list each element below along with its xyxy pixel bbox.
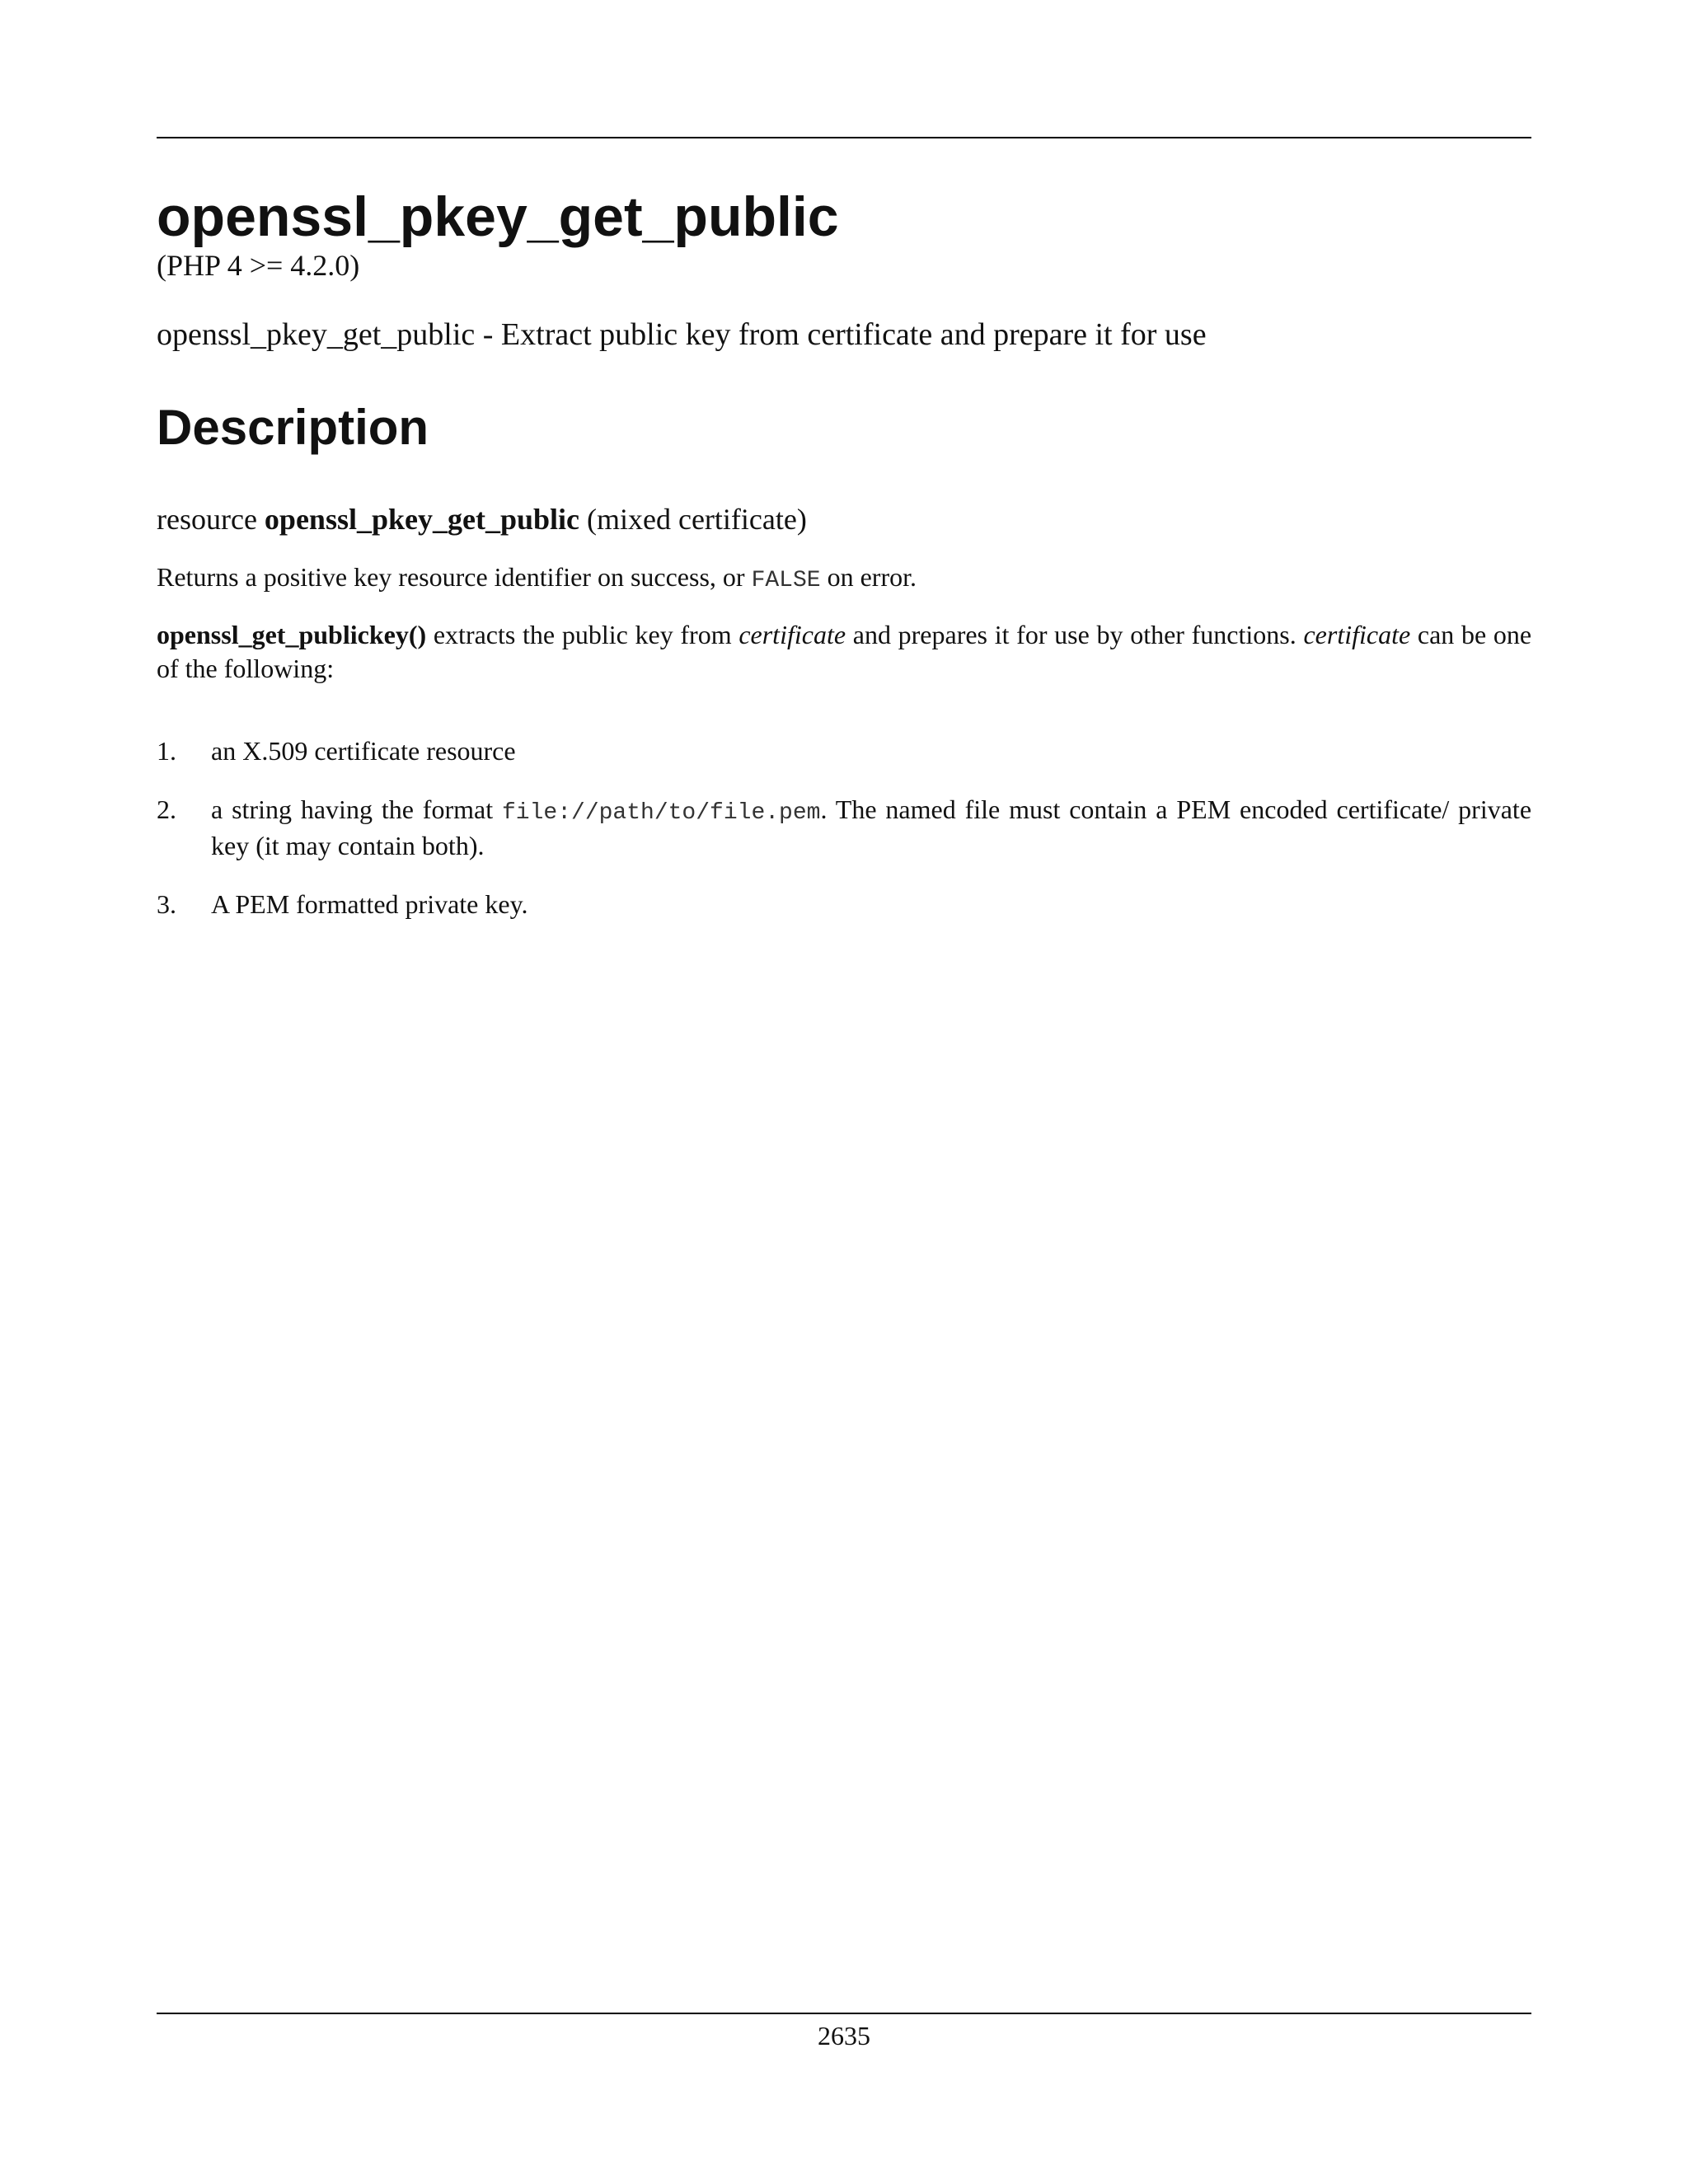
detail-text-2: and prepares it for use by other functions.	[852, 619, 1296, 649]
footer-rule	[157, 2013, 1531, 2014]
page-content	[157, 186, 1531, 947]
list-item	[157, 888, 1531, 922]
function-purpose: openssl_pkey_get_public - Extract public key from certificate and prepare it for use	[157, 316, 1207, 352]
synopsis-params: (mixed certificate)	[587, 503, 807, 537]
list-item	[157, 793, 1531, 863]
detail-function-ref: openssl_get_publickey()	[157, 619, 427, 649]
list-item-suffix: . The named file must contain a PEM encoded certificate/ private key (it may contain both).	[211, 794, 1532, 860]
certificate-options-list	[157, 734, 1531, 922]
page-title: openssl_pkey_get_public	[157, 185, 839, 248]
detail-param-1: certificate	[738, 619, 846, 649]
version-info: (PHP 4 >= 4.2.0)	[157, 248, 360, 282]
detail-text-3: can be one of the following:	[157, 619, 1532, 684]
returns-suffix: on error.	[827, 562, 917, 593]
list-item-code: file://path/to/file.pem	[502, 800, 821, 827]
synopsis-function-name: openssl_pkey_get_public	[264, 503, 579, 537]
returns-paragraph	[157, 560, 1531, 596]
returns-prefix: Returns a positive key resource identifier on success, or	[157, 562, 745, 593]
detail-text-1: extracts the public key from	[433, 619, 732, 649]
header-rule	[157, 137, 1531, 138]
list-item-number: 1.	[157, 735, 176, 766]
list-item-text: an X.509 certificate resource	[211, 735, 516, 766]
detail-param-2: certificate	[1303, 619, 1411, 649]
page-number: 2635	[818, 2021, 870, 2050]
list-item-text: A PEM formatted private key.	[211, 889, 528, 920]
list-item-prefix: a string having the format	[211, 794, 494, 825]
list-item	[157, 734, 1531, 769]
detail-paragraph	[157, 618, 1531, 687]
description-heading: Description	[157, 400, 429, 456]
list-item-number: 2.	[157, 794, 176, 825]
list-item-number: 3.	[157, 889, 176, 920]
synopsis-return-type: resource	[157, 503, 257, 537]
returns-constant: FALSE	[751, 568, 821, 594]
function-synopsis	[157, 500, 1531, 539]
